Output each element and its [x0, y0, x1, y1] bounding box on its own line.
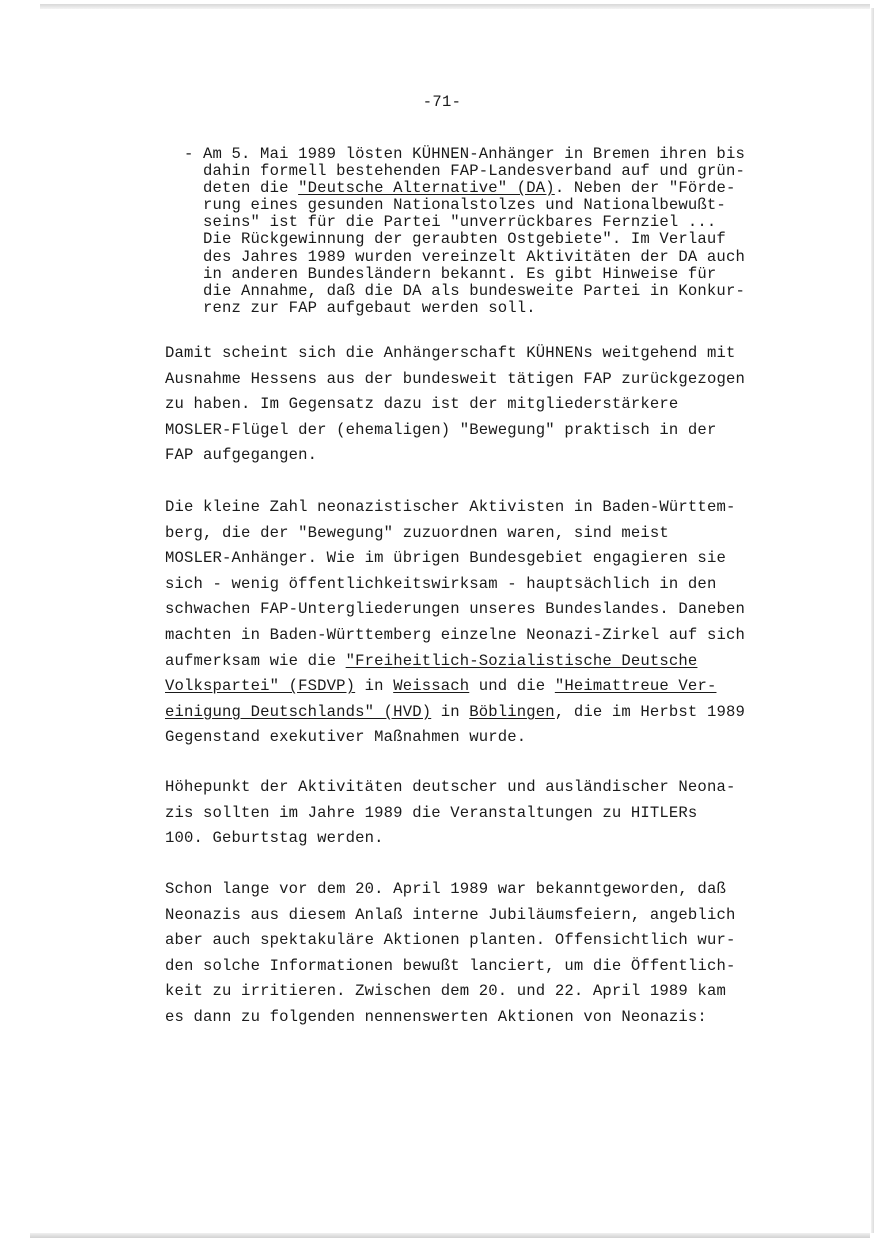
paragraph-2	[165, 495, 825, 751]
text-segment: berg, die der "Bewegung" zuzuordnen waren, sind meist	[165, 523, 669, 542]
text-segment: es dann zu folgenden nennenswerten Aktionen von Neonazis:	[165, 1007, 707, 1026]
text-segment: sich - wenig öffentlichkeitswirksam - hauptsächlich in den	[165, 574, 717, 593]
text-segment: und die	[469, 677, 555, 696]
text-line	[184, 266, 824, 283]
text-segment: Neben der "Förde-	[564, 179, 736, 198]
underlined-text: "Deutsche Alternative" (DA)	[298, 179, 555, 198]
text-line	[165, 877, 825, 903]
text-line	[165, 546, 825, 572]
text-segment: zis sollten im Jahre 1989 die Veranstaltungen zu HITLERs	[165, 803, 698, 822]
underlined-text: Volkspartei" (FSDVP)	[165, 677, 356, 696]
text-segment: MOSLER-Flügel der (ehemaligen) "Bewegung" praktisch in der	[165, 420, 717, 439]
text-segment: des Jahres 1989 wurden vereinzelt Aktivitäten der DA auch	[184, 247, 745, 266]
text-segment: Schon lange vor dem 20. April 1989 war bekanntgeworden, daß	[165, 880, 726, 898]
text-segment: - Am 5. Mai 1989 lösten KÜHNEN-Anhänger in Bremen ihren bis	[184, 145, 745, 163]
text-line	[165, 700, 825, 726]
text-line	[184, 146, 824, 163]
text-line	[165, 1005, 825, 1031]
text-line	[184, 283, 824, 300]
text-segment: machten in Baden-Württemberg einzelne Neonazi-Zirkel auf sich	[165, 625, 745, 644]
underlined-text: "Freiheitlich-Sozialistische Deutsche	[345, 651, 698, 670]
text-line	[165, 392, 825, 418]
text-line	[165, 623, 825, 649]
text-segment: keit zu irritieren. Zwischen dem 20. und 22. April 1989 kam	[165, 982, 726, 1001]
text-segment: in	[355, 677, 394, 696]
text-line	[165, 674, 825, 700]
text-segment: .	[554, 179, 565, 198]
text-segment: aufmerksam wie die	[165, 651, 346, 670]
text-line	[184, 214, 824, 231]
text-segment: deten die	[184, 179, 299, 198]
text-line	[165, 826, 825, 852]
text-line	[184, 163, 824, 180]
underlined-text: Weissach	[393, 677, 470, 696]
underlined-text: einigung Deutschlands" (HVD)	[165, 702, 432, 721]
text-line	[184, 180, 824, 197]
text-segment: in	[431, 702, 470, 721]
text-line	[165, 649, 825, 675]
text-segment: Ausnahme Hessens aus der bundesweit tätigen FAP zurückgezogen	[165, 369, 745, 388]
text-segment: rung eines gesunden Nationalstolzes und Nationalbewußt-	[184, 196, 726, 215]
text-line	[165, 597, 825, 623]
scan-edge-top	[40, 4, 870, 9]
page-number: -71-	[422, 93, 462, 111]
bullet-item	[184, 146, 824, 317]
text-segment: , die im Herbst 1989	[554, 702, 745, 721]
text-segment: in anderen Bundesländern bekannt. Es gibt Hinweise für	[184, 264, 717, 283]
text-line	[165, 979, 825, 1005]
text-line	[184, 231, 824, 248]
text-line	[165, 928, 825, 954]
underlined-text: "Heimattreue Ver-	[554, 677, 717, 696]
text-line	[165, 495, 825, 521]
text-segment: seins" ist für die Partei "unverrückbares Fernziel ...	[184, 213, 717, 232]
text-line	[165, 903, 825, 929]
text-segment: Die kleine Zahl neonazistischer Aktivisten in Baden-Württem-	[165, 498, 736, 516]
text-line	[184, 249, 824, 266]
text-line	[165, 341, 825, 367]
text-line	[165, 775, 825, 801]
text-segment: schwachen FAP-Untergliederungen unseres Bundeslandes. Daneben	[165, 600, 745, 619]
text-line	[165, 521, 825, 547]
underlined-text: Böblingen	[469, 702, 555, 721]
text-line	[184, 197, 824, 214]
text-segment: die Annahme, daß die DA als bundesweite Partei in Konkur-	[184, 281, 745, 300]
text-segment: MOSLER-Anhänger. Wie im übrigen Bundesgebiet engagieren sie	[165, 549, 726, 568]
text-line	[165, 954, 825, 980]
text-segment: zu haben. Im Gegensatz dazu ist der mitgliederstärkere	[165, 395, 679, 414]
text-line	[165, 367, 825, 393]
paragraph-1	[165, 341, 825, 469]
text-segment: den solche Informationen bewußt lanciert, um die Öffentlich-	[165, 956, 736, 975]
text-segment: dahin formell bestehenden FAP-Landesverband auf und grün-	[184, 162, 745, 181]
text-line	[184, 300, 824, 317]
text-segment: Gegenstand exekutiver Maßnahmen wurde.	[165, 728, 527, 747]
text-line	[165, 801, 825, 827]
text-line	[165, 572, 825, 598]
text-segment: aber auch spektakuläre Aktionen planten. Offensichtlich wur-	[165, 931, 736, 950]
text-segment: Damit scheint sich die Anhängerschaft KÜHNENs weitgehend mit	[165, 344, 736, 362]
scan-edge-bottom	[30, 1233, 870, 1238]
text-line	[165, 725, 825, 751]
text-segment: FAP aufgegangen.	[165, 446, 318, 465]
paragraph-4	[165, 877, 825, 1031]
text-segment: 100. Geburtstag werden.	[165, 829, 384, 848]
text-segment: Die Rückgewinnung der geraubten Ostgebiete". Im Verlauf	[184, 230, 726, 249]
text-line	[165, 443, 825, 469]
scan-edge-right	[871, 8, 874, 1233]
paragraph-3	[165, 775, 825, 852]
text-segment: Höhepunkt der Aktivitäten deutscher und ausländischer Neona-	[165, 778, 736, 796]
text-segment: Neonazis aus diesem Anlaß interne Jubiläumsfeiern, angeblich	[165, 905, 736, 924]
text-segment: renz zur FAP aufgebaut werden soll.	[184, 298, 536, 317]
text-line	[165, 418, 825, 444]
